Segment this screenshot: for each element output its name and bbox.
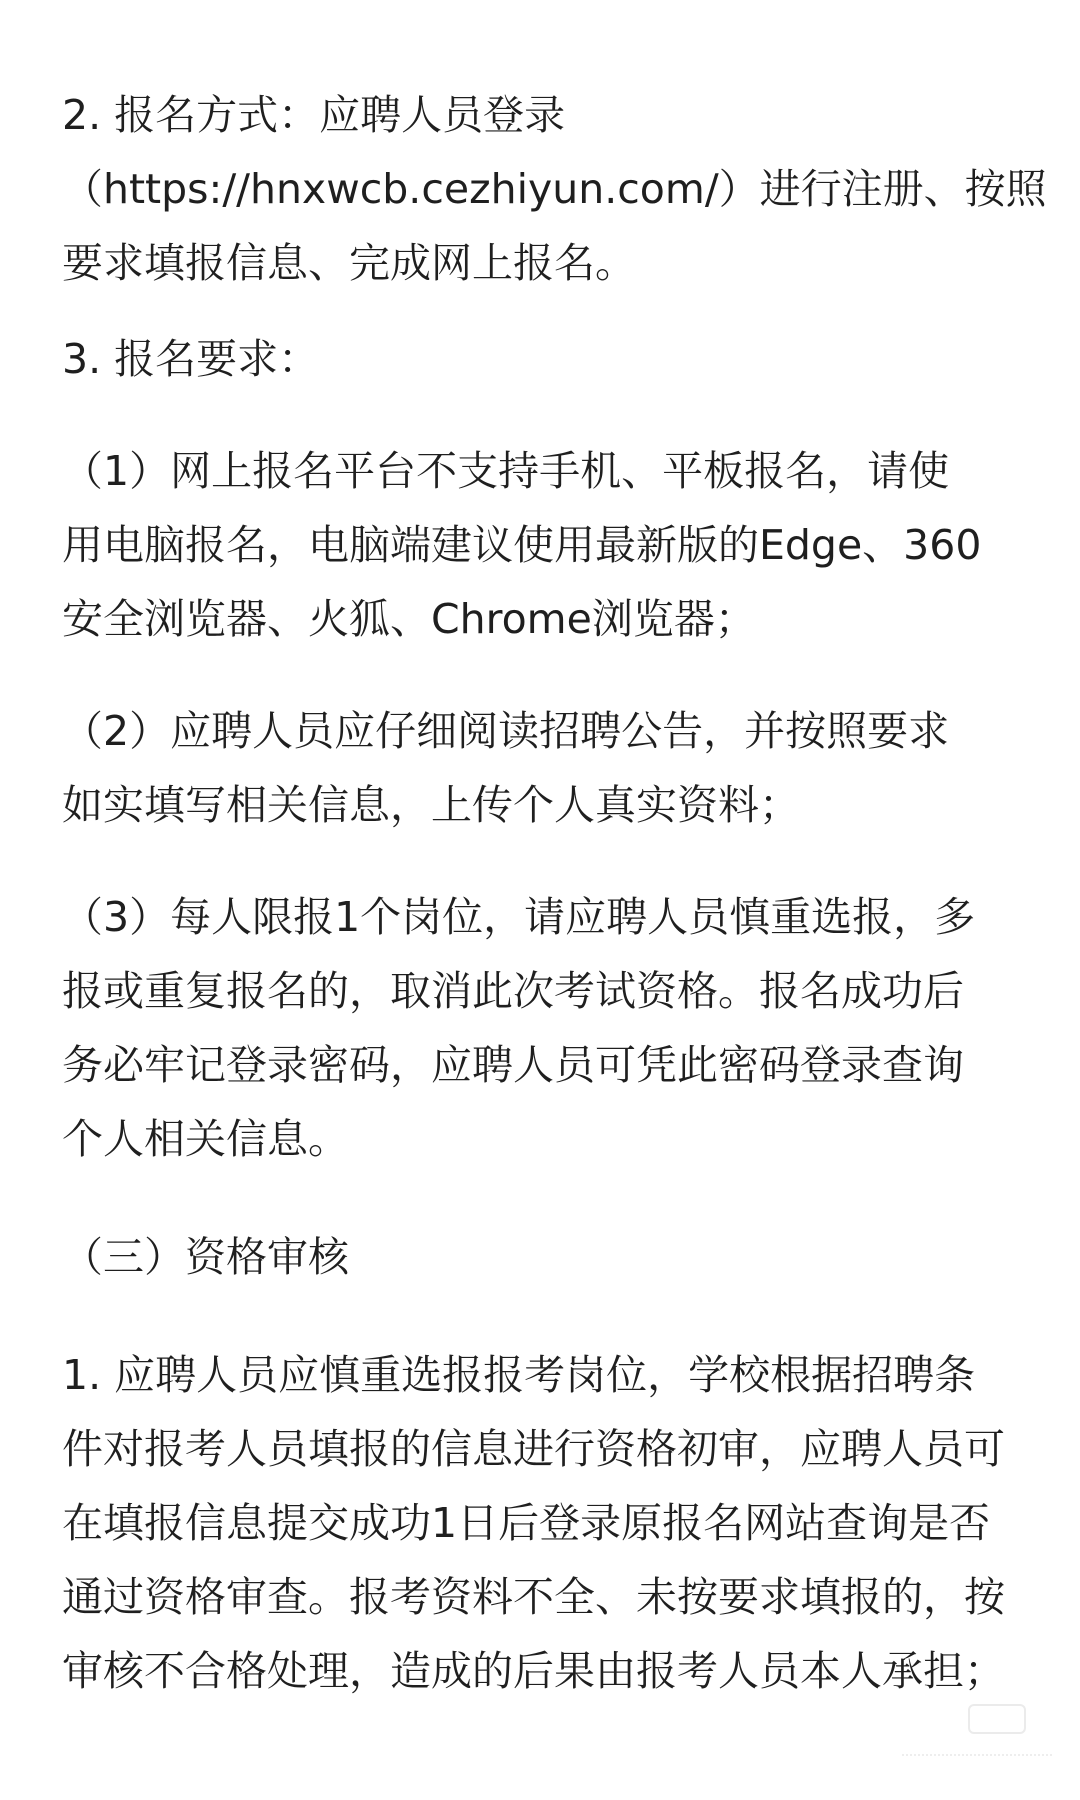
paragraph-registration-method <box>62 78 1047 300</box>
text-line: （1）网上报名平台不支持手机、平板报名，请使 <box>62 447 950 495</box>
watermark-logo-icon <box>968 1704 1026 1734</box>
text-line: 通过资格审查。报考资料不全、未按要求填报的，按 <box>62 1573 1005 1621</box>
text-line: 件对报考人员填报的信息进行资格初审，应聘人员可 <box>62 1425 1005 1473</box>
heading-qualification-review <box>62 1220 1024 1294</box>
watermark-logo <box>902 1704 1052 1774</box>
paragraph-requirement-1 <box>62 434 1024 656</box>
text-line: 用电脑报名，电脑端建议使用最新版的Edge、360 <box>62 521 982 569</box>
heading-registration-requirements <box>62 322 1024 396</box>
document-body <box>62 78 1047 1708</box>
paragraph-requirement-3 <box>62 880 1024 1176</box>
text-line: （三）资格审核 <box>62 1233 349 1281</box>
text-line-with-url: （https://hnxwcb.cezhiyun.com/）进行注册、按照 <box>62 165 1047 213</box>
text-line: 审核不合格处理，造成的后果由报考人员本人承担； <box>62 1647 1005 1695</box>
watermark-id-mark <box>902 1754 1052 1774</box>
text-line: （3）每人限报1个岗位，请应聘人员慎重选报，多 <box>62 893 976 941</box>
text-line: 安全浏览器、火狐、Chrome浏览器； <box>62 595 756 643</box>
paragraph-requirement-2 <box>62 694 1024 842</box>
text-line: 务必牢记登录密码，应聘人员可凭此密码登录查询 <box>62 1041 964 1089</box>
text-line: （2）应聘人员应仔细阅读招聘公告，并按照要求 <box>62 707 950 755</box>
text-line: 要求填报信息、完成网上报名。 <box>62 239 636 287</box>
text-line: 个人相关信息。 <box>62 1115 349 1163</box>
text-line: 如实填写相关信息，上传个人真实资料； <box>62 781 800 829</box>
text-line: 在填报信息提交成功1日后登录原报名网站查询是否 <box>62 1499 991 1547</box>
text-line: 3. 报名要求： <box>62 335 320 383</box>
text-line: 1. 应聘人员应慎重选报报考岗位，学校根据招聘条 <box>62 1351 976 1399</box>
text-line: 2. 报名方式：应聘人员登录 <box>62 91 566 139</box>
text-line: 报或重复报名的，取消此次考试资格。报名成功后 <box>62 967 964 1015</box>
paragraph-review-1 <box>62 1338 1024 1708</box>
